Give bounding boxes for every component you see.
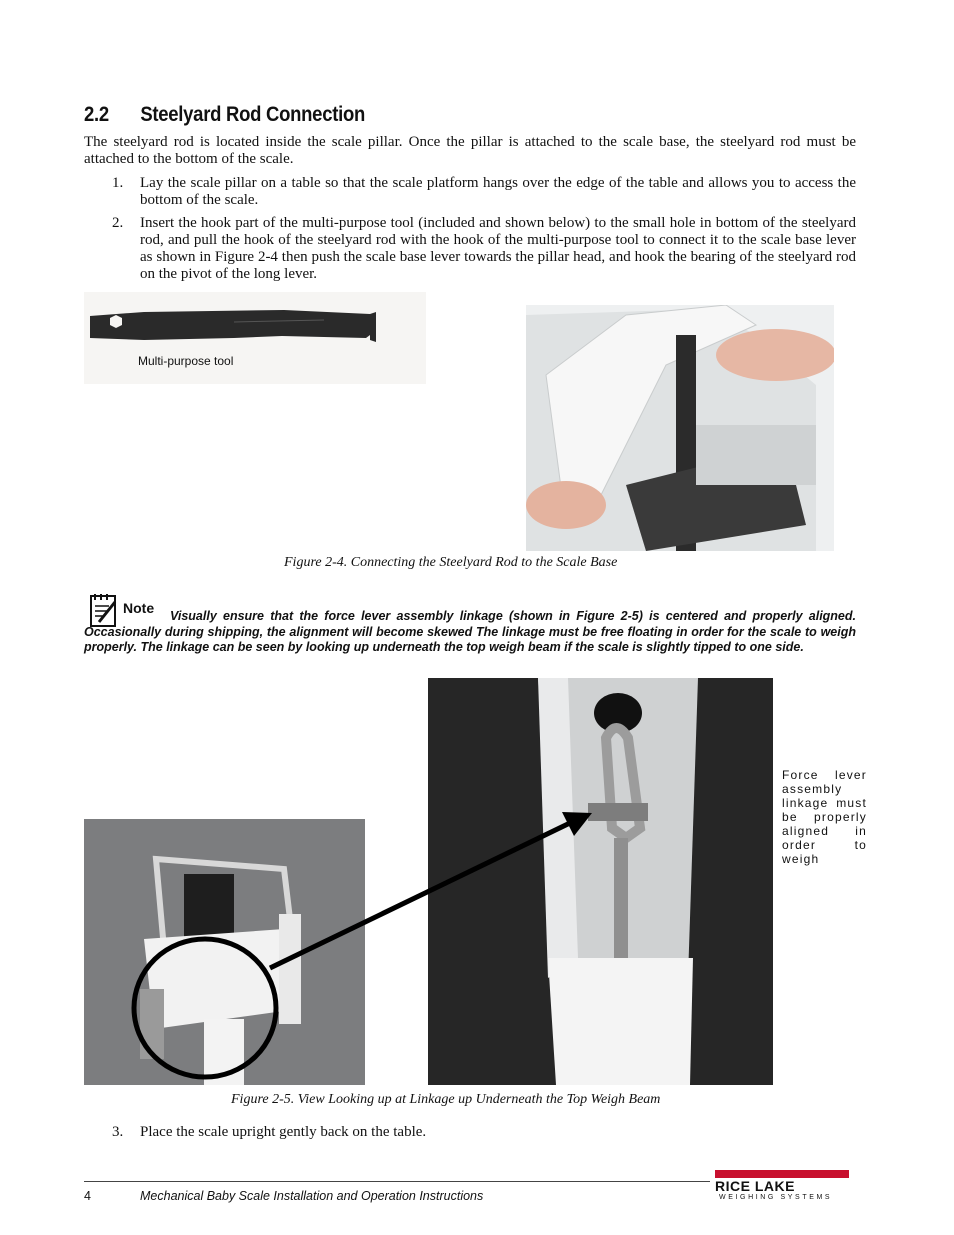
side-note: Force lever assembly linkage must be properly aligned in order to weigh [782,768,867,866]
footer-rule [84,1181,710,1182]
note-body: Visually ensure that the force lever assembly linkage (shown in Figure 2-5) is centered and properly aligned. Occasionally during shipping, the alignment will become skewed The linkage must be free floating in order for the scale to weigh properly. The linkage can be seen by looking up underneath the top weigh beam if the scale is slightly tipped to one side. [84,609,856,654]
section-number: 2.2 [84,103,109,126]
pointer-arrow [270,822,572,968]
step-text: Lay the scale pillar on a table so that the scale platform hangs over the edge of the table and allows you to access the bottom of the scale. [140,175,856,208]
section-title: Steelyard Rod Connection [140,103,366,126]
footer-title: Mechanical Baby Scale Installation and Operation Instructions [140,1189,484,1203]
highlight-circle [134,939,276,1077]
footer-page-number: 4 [84,1189,91,1203]
tool-label: Multi-purpose tool [138,354,234,368]
intro-paragraph: The steelyard rod is located inside the scale pillar. Once the pillar is attached to the scale base, the steelyard rod must be attached to the bottom of the scale. [84,134,856,167]
step-text: Insert the hook part of the multi-purpose tool (included and shown below) to the small hole in bottom of the steelyard rod, and pull the hook of the steelyard rod with the hook of the multi-purpose tool to connect it to the scale base lever as shown in Figure 2-4 then push the scale base lever towards the pillar head, and hook the bearing of the steelyard rod on the pivot of the long lever. [140,215,856,282]
logo-name: RICE LAKE [715,1178,795,1194]
note-label: Note [123,600,155,616]
step-3 [84,1124,856,1141]
logo-tagline: WEIGHING SYSTEMS [719,1194,833,1201]
step-number: 3. [112,1124,124,1140]
step-number: 2. [112,215,124,231]
step-number: 1. [112,175,124,191]
step-text: Place the scale upright gently back on the table. [140,1124,427,1140]
figure-2-4-caption: Figure 2-4. Connecting the Steelyard Rod to the Scale Base [284,555,618,570]
figure-2-5-caption: Figure 2-5. View Looking up at Linkage up Underneath the Top Weigh Beam [231,1092,661,1107]
